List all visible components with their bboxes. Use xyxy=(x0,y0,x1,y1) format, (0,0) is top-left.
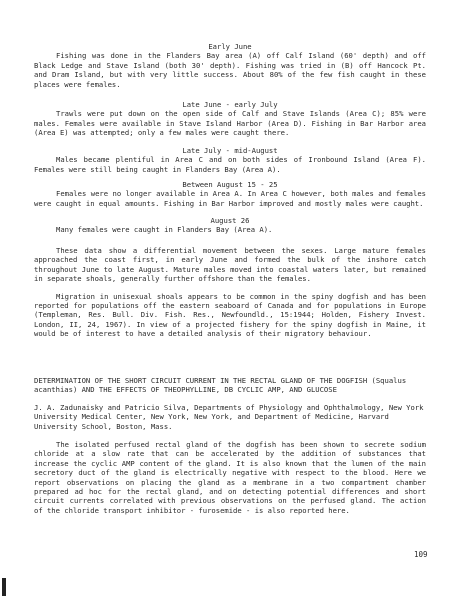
section-heading: Between August 15 - 25 xyxy=(182,180,278,189)
section-august-26 xyxy=(34,216,426,235)
section-paragraph: Trawls were put down on the open side of Calf and Stave Islands (Area C); 85% were males. Females were available in Stave Island Harbor (Area D). Fishing in Bar Harbor area (Area E) was attempted; only a few males were caught there. xyxy=(34,109,426,138)
article-title: DETERMINATION OF THE SHORT CIRCUIT CURRENT IN THE RECTAL GLAND OF THE DOGFISH (Squalus acanthias) AND THE EFFECTS OF THEOPHYLLINE, DB CYCLIC AMP, AND GLUCOSE xyxy=(34,376,407,395)
article-header xyxy=(34,376,426,431)
page-number: 109 xyxy=(414,550,428,559)
section-paragraph: Females were no longer available in Area A. In Area C however, both males and females were caught in equal amounts. Fishing in Bar Harbor improved and mostly males were caught. xyxy=(34,189,426,208)
section-paragraph: Fishing was done in the Flanders Bay area (A) off Calf Island (60' depth) and off Black Ledge and Stave Island (both 30' depth). Fishing was tried in (B) off Hancock Pt. and Dram Island, but with very little success. About 80% of the few fish caught in these places were females. xyxy=(34,51,426,89)
section-heading: August 26 xyxy=(210,216,250,225)
scan-edge-mark xyxy=(2,578,6,596)
section-mid-august xyxy=(34,180,426,208)
discussion-paragraph: Migration in unisexual shoals appears to be common in the spiny dogfish and has been reported for populations off the eastern seaboard of Canada and for populations in Europe (Templeman, Res. Bull. Div. Fish. Res., Newfoundld., 15:1944; Holden, Fishery Invest. London, II, 24, 1967). In view of a projected fishery for the spiny dogfish in Maine, it would be of interest to have a detailed analysis of their migratory behaviour. xyxy=(34,291,426,339)
section-paragraph: Males became plentiful in Area C and on both sides of Ironbound Island (Area F). Females were still being caught in Flanders Bay (Area A). xyxy=(34,155,426,174)
article-authors: J. A. Zadunaisky and Patricio Silva, Departments of Physiology and Ophthalmology, New York University Medical Center, New York, New York, and Department of Medicine, Harvard University School, Boston, Mass. xyxy=(34,402,424,431)
discussion xyxy=(34,246,426,339)
section-late-july xyxy=(34,146,426,174)
section-early-june xyxy=(34,42,426,89)
abstract-paragraph: The isolated perfused rectal gland of the dogfish has been shown to secrete sodium chloride at a slow rate that can be accelerated by the addition of substances that increase the cyclic AMP content of the gland. It is also known that the lumen of the main secretory duct of the gland is electrically negative with respect to the blood. Here we report observations on placing the gland as a membrane in a two compartment chamber prepared ad hoc for the rectal gland, and on detecting potential differences and short circuit currents correlated with previous observations on the perfused gland. The action of the chloride transport inhibitor - furosemide - is also reported here. xyxy=(34,440,426,515)
section-heading: Late July - mid-August xyxy=(182,146,278,155)
section-heading: Late June - early July xyxy=(182,100,278,109)
section-heading: Early June xyxy=(208,42,252,51)
discussion-paragraph: These data show a differential movement between the sexes. Large mature females approached the coast first, in early June and formed the bulk of the inshore catch throughout June to late August. Mature males moved into coastal waters later, but remained in separate shoals, generally further offshore than the females. xyxy=(34,246,426,284)
article-abstract xyxy=(34,440,426,515)
section-late-june xyxy=(34,100,426,138)
section-paragraph: Many females were caught in Flanders Bay (Area A). xyxy=(56,225,273,235)
